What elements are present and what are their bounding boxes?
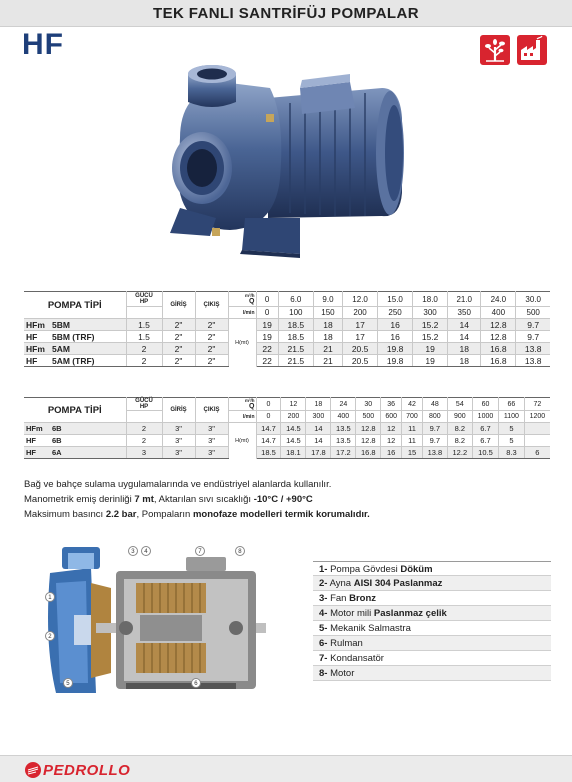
factory-icon	[517, 35, 547, 65]
brand-logo-text: PEDROLLO	[43, 762, 131, 779]
table-row: HFm 6B 2 3" 3" H(mt) 14.7 14.5 14 13.5 12.8 12 11 9.7 8.2 6.7 5	[24, 423, 550, 435]
model-title: HF	[22, 28, 64, 61]
list-item: 8- Motor	[313, 666, 551, 681]
table-row: HFm 5BM 1.5 2" 2" H(mt) 19 18.5 18 17 16 15.2 14 12.8 9.7	[24, 319, 550, 331]
table-row: HF 6A 3 3" 3" 18.5 18.1 17.8 17.2 16.8 16 15 13.8 12.2 10.5 8.3 6	[24, 447, 550, 459]
lmin-cell: 1200	[524, 411, 550, 423]
q-cell: 18.0	[413, 292, 448, 307]
diagram-label: 5	[66, 681, 70, 687]
performance-table-2	[24, 397, 550, 459]
diagram-label: 6	[194, 681, 198, 687]
col-outlet: ÇIKIŞ	[195, 292, 228, 319]
table-row: HF 5AM (TRF) 2 2" 2" 22 21.5 21 20.5 19.8 19 18 16.8 13.8	[24, 355, 550, 367]
diagram-label: 1	[48, 595, 52, 601]
lmin-cell: 350	[448, 307, 481, 319]
lmin-cell: 0	[256, 307, 278, 319]
power-unit	[126, 411, 162, 423]
col-inlet: GİRİŞ	[162, 292, 195, 319]
q-cell: 0	[256, 292, 278, 307]
q-unit-m3h: m³/h Q	[228, 398, 256, 411]
table-row: HF 6B 2 3" 3" 14.7 14.5 14 13.5 12.8 12 11 9.7 8.2 6.7 5	[24, 435, 550, 447]
pedrollo-logo-icon	[24, 761, 42, 779]
col-power: GÜCÜ HP	[126, 292, 162, 307]
q-cell: 30	[356, 398, 381, 411]
q-cell: 24	[331, 398, 356, 411]
col-inlet: GİRİŞ	[162, 398, 195, 423]
q-cell: 72	[524, 398, 550, 411]
q-cell: 36	[381, 398, 402, 411]
q-cell: 54	[447, 398, 472, 411]
col-pump-type: POMPA TİPİ	[24, 398, 126, 423]
q-cell: 12.0	[343, 292, 378, 307]
diagram-label: 3	[131, 549, 135, 555]
performance-table-1	[24, 291, 550, 367]
lmin-cell: 200	[343, 307, 378, 319]
list-item: 3- Fan Bronz	[313, 591, 551, 606]
q-cell: 24.0	[481, 292, 516, 307]
diagram-label: 4	[144, 549, 148, 555]
q-cell: 12	[281, 398, 306, 411]
lmin-cell: 700	[402, 411, 423, 423]
table-row: HFm 5AM 2 2" 2" 22 21.5 21 20.5 19.8 19 18 16.8 13.8	[24, 343, 550, 355]
power-unit	[126, 307, 162, 319]
lmin-cell: 100	[278, 307, 313, 319]
description	[24, 477, 370, 522]
list-item: 5- Mekanik Salmastra	[313, 621, 551, 636]
q-cell: 9.0	[313, 292, 342, 307]
q-cell: 30.0	[516, 292, 550, 307]
q-cell: 6.0	[278, 292, 313, 307]
page-title: TEK FANLI SANTRİFÜJ POMPALAR	[153, 5, 419, 22]
list-item: 1- Pompa Gövdesi Döküm	[313, 561, 551, 576]
lmin-cell: 900	[447, 411, 472, 423]
cutaway-diagram	[36, 543, 276, 699]
q-unit-lmin: l/min	[228, 307, 256, 319]
q-cell: 18	[306, 398, 331, 411]
lmin-cell: 200	[281, 411, 306, 423]
tree-plant-icon	[480, 35, 510, 65]
q-cell: 42	[402, 398, 423, 411]
table-row: HF 5BM (TRF) 1.5 2" 2" 19 18.5 18 17 16 15.2 14 12.8 9.7	[24, 331, 550, 343]
lmin-cell: 1100	[499, 411, 525, 423]
diagram-label: 7	[198, 549, 202, 555]
lmin-cell: 600	[381, 411, 402, 423]
pump-photo	[150, 58, 420, 270]
parts-list	[313, 561, 551, 681]
list-item: 6- Rulman	[313, 636, 551, 651]
description-line-1: Bağ ve bahçe sulama uygulamalarında ve endüstriyel alanlarda kullanılır.	[24, 479, 332, 490]
q-cell: 48	[422, 398, 447, 411]
diagram-label: 8	[238, 549, 242, 555]
q-cell: 60	[472, 398, 498, 411]
q-unit-m3h: m³/h Q	[228, 292, 256, 307]
diagram-label: 2	[48, 634, 52, 640]
lmin-cell: 400	[481, 307, 516, 319]
lmin-cell: 150	[313, 307, 342, 319]
lmin-cell: 500	[516, 307, 550, 319]
list-item: 2- Ayna AISI 304 Paslanmaz	[313, 576, 551, 591]
list-item: 4- Motor mili Paslanmaz çelik	[313, 606, 551, 621]
lmin-cell: 300	[413, 307, 448, 319]
col-outlet: ÇIKIŞ	[195, 398, 228, 423]
description-line-2: Manometrik emiş derinliği 7 mt, Aktarılan sıvı sıcaklığı -10°C / +90°C	[24, 494, 313, 505]
lmin-cell: 1000	[472, 411, 498, 423]
lmin-cell: 800	[422, 411, 447, 423]
lmin-cell: 250	[378, 307, 413, 319]
lmin-cell: 300	[306, 411, 331, 423]
q-cell: 15.0	[378, 292, 413, 307]
head-label: H(mt)	[228, 319, 256, 367]
col-pump-type: POMPA TİPİ	[24, 292, 126, 319]
lmin-cell: 400	[331, 411, 356, 423]
q-unit-lmin: l/min	[228, 411, 256, 423]
head-label: H(mt)	[228, 423, 256, 459]
lmin-cell: 0	[256, 411, 281, 423]
col-power: GÜCÜ HP	[126, 398, 162, 411]
q-cell: 0	[256, 398, 281, 411]
description-line-3: Maksimum basıncı 2.2 bar, Pompaların monofaze modelleri termik korumalıdır.	[24, 509, 370, 520]
list-item: 7- Kondansatör	[313, 651, 551, 666]
q-cell: 66	[499, 398, 525, 411]
q-cell: 21.0	[448, 292, 481, 307]
lmin-cell: 500	[356, 411, 381, 423]
